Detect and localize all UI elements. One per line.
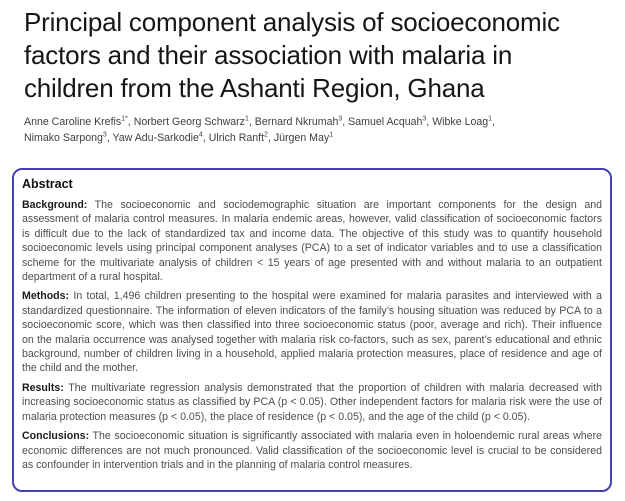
abstract-section-results xyxy=(22,381,602,424)
author xyxy=(209,132,274,144)
section-text: The socioeconomic and sociodemographic situation are important components for the design and assessment of malaria control measures. In malaria endemic areas, however, valid classification of socioeconomic factors is difficult due to the lack of standardized tax and income data. The objective of this study was to quantify household socioeconomic levels using principal component analyses (PCA) to a set of indicator variables and to use a classification scheme for the multivariate analysis of children < 15 years of age presented with and without malaria to an outpatient department of a rural hospital. xyxy=(22,199,602,284)
abstract-box xyxy=(12,168,612,492)
author xyxy=(113,132,209,144)
author-name: Jürgen May xyxy=(273,132,330,144)
author xyxy=(255,116,348,128)
section-text: The multivariate regression analysis demonstrated that the proportion of children with malaria decreased with increasing socioeconomic status as classified by PCA (p < 0.05). Other independent factors for malaria risk were the use of malaria protection measures (p < 0.05), the place of residence (p < 0.05), and the age of the child (p < 0.05). xyxy=(22,381,602,423)
section-text: The socioeconomic situation is significantly associated with malaria even in holoendemic rural areas where economic differences are not much pronounced. Valid classification of the socioeconomic level is crucial to be considered as confounder in intervention trials and in the planning of malaria control measures. xyxy=(22,430,602,471)
abstract-heading: Abstract xyxy=(22,177,73,191)
author-affiliation-superscript: 3 xyxy=(102,131,107,139)
author-name: Norbert Georg Schwarz xyxy=(133,116,245,128)
section-label: Conclusions: xyxy=(22,430,90,443)
author xyxy=(274,132,333,144)
author xyxy=(348,116,432,128)
author-affiliation-superscript: 1 xyxy=(329,131,334,139)
author-separator: , xyxy=(127,116,134,128)
author-separator: , xyxy=(492,116,495,128)
author-separator: , xyxy=(426,116,433,128)
author-name: Anne Caroline Krefis xyxy=(24,116,122,128)
author-affiliation-superscript: 1 xyxy=(488,115,493,123)
author-name: Nimako Sarpong xyxy=(24,132,103,144)
author xyxy=(432,116,495,128)
author-affiliation-superscript: 3 xyxy=(338,115,343,123)
section-label: Methods: xyxy=(22,290,70,303)
author-name: Samuel Acquah xyxy=(348,116,423,128)
abstract-section-background xyxy=(22,198,602,284)
author-line xyxy=(24,114,529,146)
author-separator: , xyxy=(248,116,255,128)
author-affiliation-superscript: 1 xyxy=(244,115,249,123)
abstract-section-methods xyxy=(22,289,602,375)
section-label: Background: xyxy=(22,199,88,211)
section-label: Results: xyxy=(22,381,64,394)
author xyxy=(134,116,255,128)
author-affiliation-superscript: 1* xyxy=(121,115,128,123)
author-separator: , xyxy=(342,116,349,128)
section-text: In total, 1,496 children presenting to the hospital were examined for malaria parasites and interviewed with a standardized questionnaire. The information of eleven indicators of the family’s housing situation was reduced by PCA to a socioeconomic score, which was then classified into three socioeconomic status (poor, average and rich). Their influence on the malaria occurrence was analysed together with malaria risk co-factors, such as sex, parent’s educational and ethnic background, number of children living in a household, applied malaria protection measures, place of residence and age of the child and the mother. xyxy=(22,290,602,375)
paper-page xyxy=(0,6,625,501)
author-separator: , xyxy=(202,132,209,144)
author-name: Wibke Loag xyxy=(432,116,489,128)
author-affiliation-superscript: 2 xyxy=(264,131,268,139)
author xyxy=(24,116,134,128)
author-name: Bernard Nkrumah xyxy=(254,116,339,128)
author xyxy=(24,132,113,144)
author-name: Yaw Adu-Sarkodie xyxy=(112,132,199,144)
page-title: Principal component analysis of socioeconomic factors and their association with malaria in children from the Ashanti Region, Ghana xyxy=(24,7,560,103)
author-separator: , xyxy=(106,132,113,144)
author-affiliation-superscript: 4 xyxy=(198,131,203,139)
author-name: Ulrich Ranft xyxy=(208,132,265,144)
author-affiliation-superscript: 3 xyxy=(422,115,427,123)
abstract-section-conclusions xyxy=(22,429,602,472)
author-separator: , xyxy=(267,132,274,144)
